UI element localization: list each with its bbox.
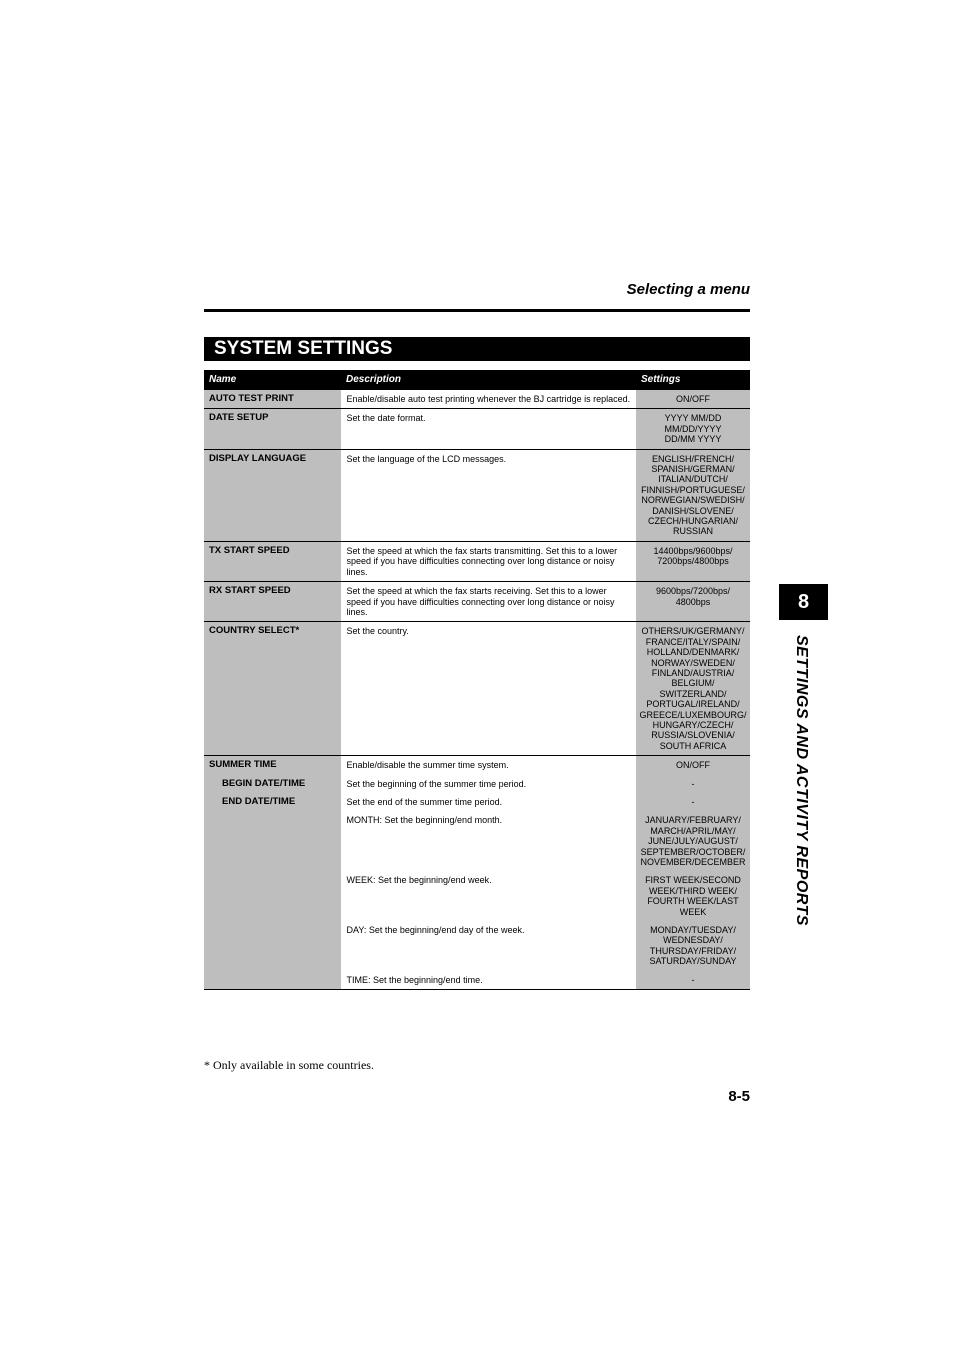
table-row	[204, 541, 750, 581]
setting-options: ON/OFF	[636, 756, 750, 775]
setting-name: END DATE/TIME	[204, 793, 341, 811]
setting-description: Set the speed at which the fax starts receiving. Set this to a lower speed if you have difficulties connecting over long distance or noisy lines.	[341, 582, 636, 622]
setting-description: WEEK: Set the beginning/end week.	[341, 871, 636, 921]
setting-description: DAY: Set the beginning/end day of the week.	[341, 921, 636, 971]
setting-name: COUNTRY SELECT*	[204, 622, 341, 756]
column-header-description: Description	[341, 370, 636, 390]
table-row	[204, 390, 750, 409]
table-row	[204, 449, 750, 541]
setting-options: 9600bps/7200bps/ 4800bps	[636, 582, 750, 622]
setting-options: YYYY MM/DD MM/DD/YYYY DD/MM YYYY	[636, 409, 750, 449]
setting-options: -	[636, 793, 750, 811]
setting-description: Enable/disable the summer time system.	[341, 756, 636, 775]
setting-description: Enable/disable auto test printing whenever the BJ cartridge is replaced.	[341, 390, 636, 409]
setting-description: Set the language of the LCD messages.	[341, 449, 636, 541]
setting-name	[204, 971, 341, 990]
column-header-settings: Settings	[636, 370, 750, 390]
setting-options: -	[636, 775, 750, 793]
setting-description: Set the beginning of the summer time period.	[341, 775, 636, 793]
setting-description: Set the country.	[341, 622, 636, 756]
setting-description: MONTH: Set the beginning/end month.	[341, 811, 636, 871]
setting-options: FIRST WEEK/SECOND WEEK/THIRD WEEK/ FOURTH WEEK/LAST WEEK	[636, 871, 750, 921]
setting-options: -	[636, 971, 750, 990]
section-title: SYSTEM SETTINGS	[204, 337, 750, 361]
table-row	[204, 811, 750, 871]
table-row	[204, 793, 750, 811]
setting-name	[204, 921, 341, 971]
setting-name: TX START SPEED	[204, 541, 341, 581]
table-row	[204, 409, 750, 449]
setting-description: Set the speed at which the fax starts transmitting. Set this to a lower speed if you have difficulties connecting over long distance or noisy lines.	[341, 541, 636, 581]
setting-name: AUTO TEST PRINT	[204, 390, 341, 409]
chapter-number-tab: 8	[779, 584, 828, 620]
footnote: * Only available in some countries.	[204, 1058, 374, 1072]
setting-options: JANUARY/FEBRUARY/ MARCH/APRIL/MAY/ JUNE/JULY/AUGUST/ SEPTEMBER/OCTOBER/ NOVEMBER/DECEMBER	[636, 811, 750, 871]
running-header: Selecting a menu	[626, 281, 750, 298]
column-header-name: Name	[204, 370, 341, 390]
header-rule	[204, 309, 750, 312]
setting-name: BEGIN DATE/TIME	[204, 775, 341, 793]
chapter-side-label: SETTINGS AND ACTIVITY REPORTS	[793, 635, 810, 926]
setting-name: SUMMER TIME	[204, 756, 341, 775]
settings-table	[204, 370, 750, 990]
setting-description: Set the date format.	[341, 409, 636, 449]
table-row	[204, 775, 750, 793]
table-row	[204, 921, 750, 971]
setting-options: MONDAY/TUESDAY/ WEDNESDAY/ THURSDAY/FRIDAY/ SATURDAY/SUNDAY	[636, 921, 750, 971]
setting-name	[204, 871, 341, 921]
setting-options: ENGLISH/FRENCH/ SPANISH/GERMAN/ ITALIAN/DUTCH/ FINNISH/PORTUGUESE/ NORWEGIAN/SWEDISH/ DANISH/SLOVENE/ CZECH/HUNGARIAN/ RUSSIAN	[636, 449, 750, 541]
page-number: 8-5	[728, 1088, 750, 1105]
setting-description: Set the end of the summer time period.	[341, 793, 636, 811]
setting-options: OTHERS/UK/GERMANY/ FRANCE/ITALY/SPAIN/ HOLLAND/DENMARK/ NORWAY/SWEDEN/ FINLAND/AUSTRIA/ BELGIUM/ SWITZERLAND/ PORTUGAL/IRELAND/ GREECE/LUXEMBOURG/ HUNGARY/CZECH/ RUSSIA/SLOVENIA/ SOUTH AFRICA	[636, 622, 750, 756]
table-row	[204, 871, 750, 921]
setting-name: DISPLAY LANGUAGE	[204, 449, 341, 541]
setting-options: ON/OFF	[636, 390, 750, 409]
setting-name	[204, 811, 341, 871]
setting-description: TIME: Set the beginning/end time.	[341, 971, 636, 990]
table-header-row	[204, 370, 750, 390]
table-row	[204, 622, 750, 756]
table-body	[204, 390, 750, 990]
setting-name: RX START SPEED	[204, 582, 341, 622]
table-row	[204, 971, 750, 990]
setting-name: DATE SETUP	[204, 409, 341, 449]
setting-options: 14400bps/9600bps/ 7200bps/4800bps	[636, 541, 750, 581]
table-row	[204, 582, 750, 622]
table-row	[204, 756, 750, 775]
